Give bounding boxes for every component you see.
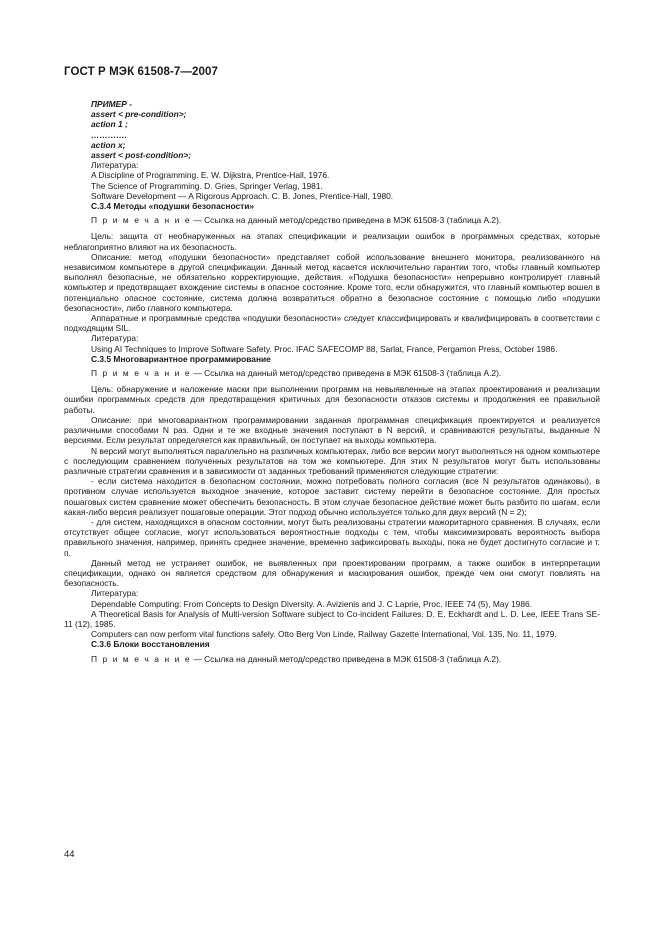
reference-item: Software Development — A Rigorous Approach. C. B. Jones, Prentice-Hall, 1980. [91,190,394,201]
section-heading-c35: С.3.5 Многовариантное программирование [91,353,271,364]
references-label: Литература: [91,588,139,599]
example-line: assert < pre-condition>; [91,109,187,120]
reference-item: Dependable Computing: From Concepts to Design Diversity. A. Avizienis and J. C Laprie, Proc. IEEE 74 (5), May 1986. [91,598,532,609]
note-label: П р и м е ч а н и е [91,368,192,379]
example-line: ПРИМЕР - [91,99,132,109]
note-text: — Ссылка на данный метод/средство приведена в МЭК 61508-3 (таблица А.2). [191,215,502,226]
note-label: П р и м е ч а н и е [91,215,192,226]
paragraph: Описание: при многовариантном программировании заданная программная спецификация проектируется и реализуется различными способами N раз. Одни и те же входные значения поступают в N версий, и сравниваются результаты, выданные N версиями. Если результат определяется как правильный, он поступает на выходы компьютера. [64,414,600,446]
page-number: 44 [64,849,75,860]
section-heading-c34: С.3.4 Методы «подушки безопасности» [91,201,255,212]
section-heading-c36: С.3.6 Блоки восстановления [91,639,210,650]
section-note [64,368,600,378]
note-text: — Ссылка на данный метод/средство приведена в МЭК 61508-3 (таблица А.2). [191,653,502,664]
reference-item: A Theoretical Basis for Analysis of Multi-version Software subject to Co-incident Failures. D. E. Eckhardt and L. D. Lee, IEEE Trans SE-11 (12), 1985. [64,608,600,629]
example-line: assert < post-condition>; [91,150,192,161]
note-text: — Ссылка на данный метод/средство приведена в МЭК 61508-3 (таблица А.2). [191,368,502,379]
reference-item: Computers can now perform vital functions safely. Otto Berg Von Linde, Railway Gazette International, Vol. 135, No. 11, 1979. [91,629,557,640]
references-label: Литература: [91,160,139,171]
references-label: Литература: [91,333,139,344]
paragraph: Данный метод не устраняет ошибок, не выявленных при проектировании программ, а также ошибок в интерпретации спецификации, однако он является средством для обнаружения и маскирования ошибок, прежде чем они смогут повлиять на безопасность. [64,557,600,589]
paragraph: - если система находится в безопасном состоянии, можно потребовать полного согласия (все N результатов одинаковы), в противном случае используется выходное значение, которое заставит систему перейти в безопасное состояние. Для простых пошаговых систем сравнение может обеспечить безопасность. В этом случае безопасное действие может быть разбито по шагам, если какая-либо версия реализует пошаговые операции. Этот подход обычно используется только для двух версий (N = 2); [64,476,600,517]
document-header: ГОСТ Р МЭК 61508-7—2007 [64,66,218,78]
example-line: action 1 ; [91,119,128,130]
page-content [64,99,600,670]
reference-item: The Science of Programming. D. Gries, Springer Verlag, 1981. [91,180,323,191]
reference-item: Using AI Techniques to Improve Software Safety. Proc. IFAC SAFECOMP 88, Sarlat, France, Pergamon Press, October 1986. [91,343,558,354]
note-label: П р и м е ч а н и е [91,653,192,664]
paragraph: - для систем, находящихся в опасном состоянии, могут быть реализованы стратегии мажоритарного сравнения. В случаях, если отсутствует общее согласие, могут использоваться вероятностные подходы с тем, чтобы максимизировать вероятность выбора правильного значения, например, принять среднее значение, временно зафиксировать выходы, пока не будет достигнуто согласие и т. п. [64,516,600,558]
section-note [64,654,600,664]
reference-item: A Discipline of Programming. E. W. Dijkstra, Prentice-Hall, 1976. [91,170,330,181]
section-note [64,215,600,225]
paragraph: Описание: метод «подушки безопасности» представляет собой использование внешнего монитора, реализованного на независимом компьютере в другой спецификации. Данный метод касается исключительно гарантии того, чтобы главный компьютер выполнял безопасные, не обязательно корректирующие, действия. «Подушка безопасности» непрерывно контролирует главный компьютер и предотвращает вхождение системы в опасное состояние. Кроме того, если обнаружится, что главный компьютер вошел в потенциально опасное состояние, система должна возвратиться обратно в безопасное состояние с помощью либо «подушки безопасности», либо главного компьютера. [64,251,600,313]
paragraph: N версий могут выполняться параллельно на различных компьютерах, либо все версии могут выполняться на одном компьютере с последующим сравнением полученных результатов на том же компьютере. Для этих N результатов могут быть использованы различные стратегии сравнения и в зависимости от заданных требований применяются следующие стратегии: [64,445,600,476]
paragraph: Цель: обнаружение и наложение маски при выполнении программ на невыявленные на этапах проектирования и реализации ошибки программных средств для предотвращения критичных для безопасности отказов системы и продолжения ее правильной работы. [64,384,600,415]
example-line: …………. [91,129,127,140]
paragraph: Цель: защита от необнаруженных на этапах спецификации и реализации ошибок в программных средствах, которые неблагоприятно влияют на их безопасность. [64,231,600,252]
example-line: action x; [91,139,126,150]
paragraph: Аппаратные и программные средства «подушки безопасности» следует классифицировать и квалифицировать в соответствии с подходящим SIL. [64,313,600,334]
